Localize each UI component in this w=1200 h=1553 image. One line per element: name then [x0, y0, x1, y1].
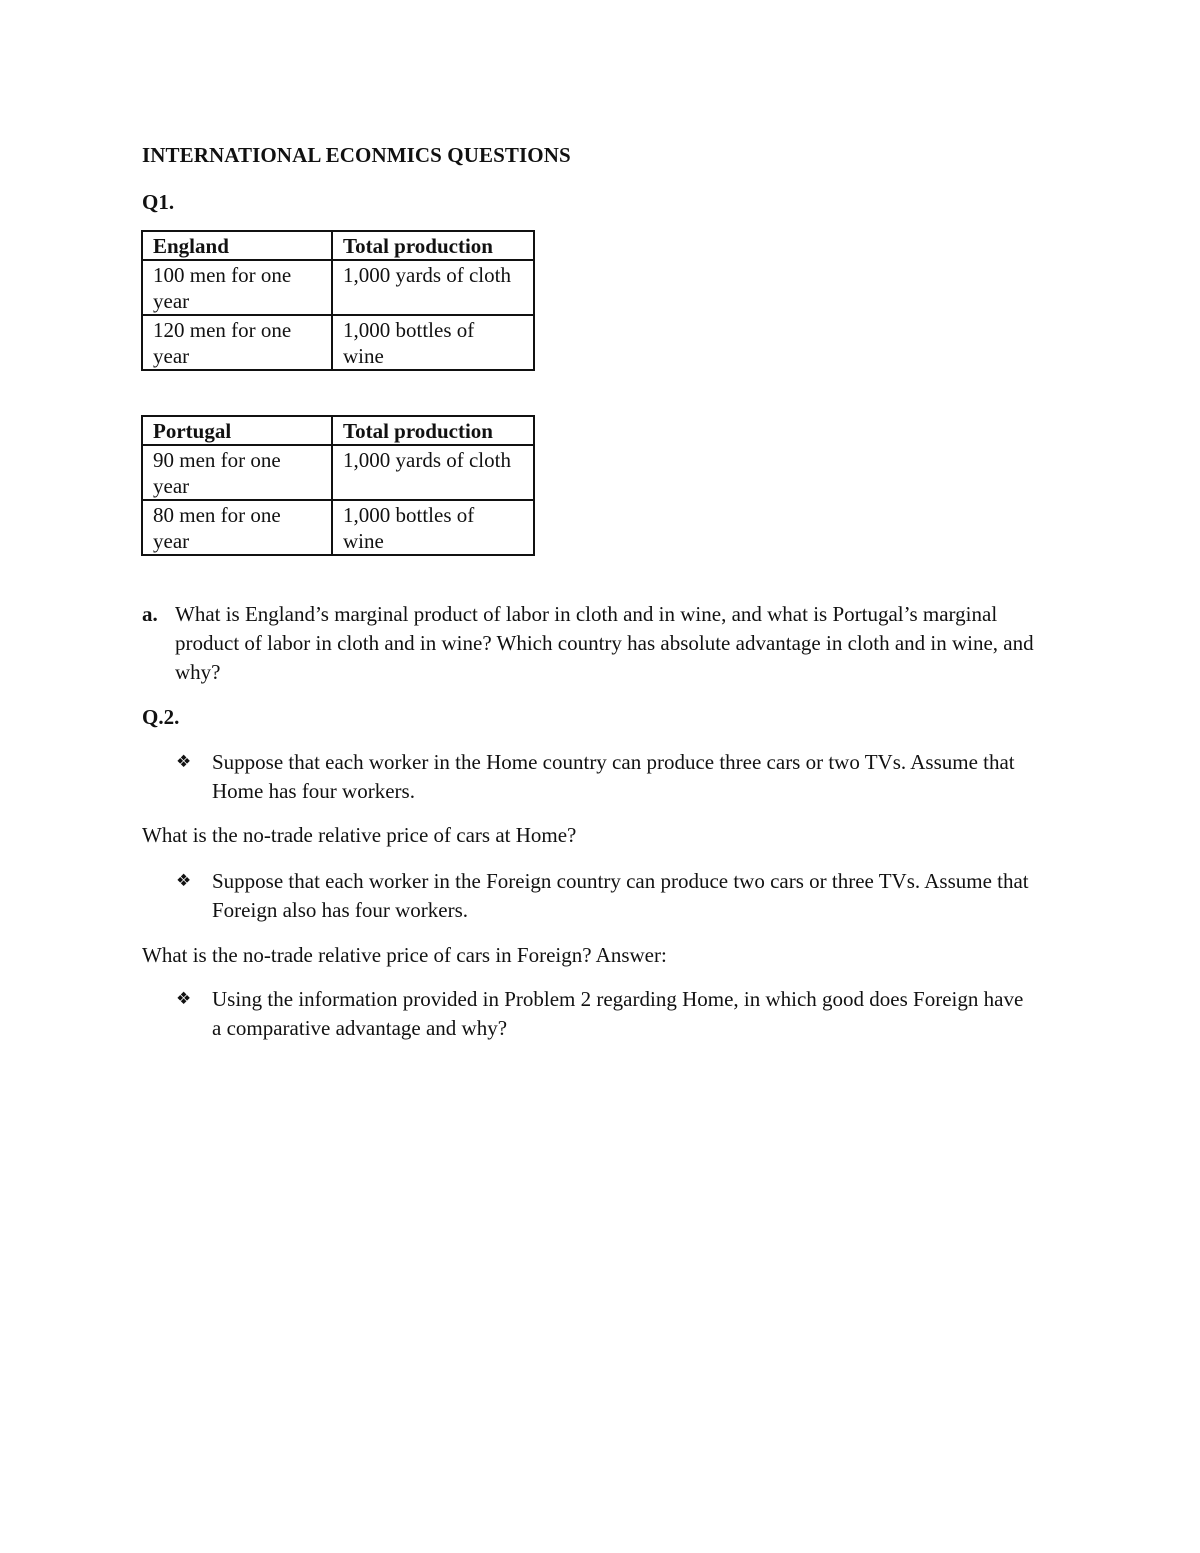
table-header-total-production: Total production: [332, 416, 534, 445]
question-1-heading: Q1.: [142, 190, 175, 214]
bullet-text: Suppose that each worker in the Foreign country can produce two cars or three TVs. Assume that Foreign also has four workers.: [212, 869, 1029, 922]
table-header-country: Portugal: [142, 416, 332, 445]
bullet-text: Using the information provided in Problem 2 regarding Home, in which good does Foreign have a comparative advantage and why?: [212, 987, 1024, 1040]
table-header-total-production: Total production: [332, 231, 534, 260]
table-row: [142, 500, 534, 555]
table-header-row: [142, 416, 534, 445]
cell-text: 1,000 yards of cloth: [343, 263, 511, 287]
four-diamond-bullet-icon: ❖: [176, 752, 192, 772]
four-diamond-bullet-icon: ❖: [176, 871, 192, 891]
table-cell: [142, 260, 332, 315]
four-diamond-bullet-icon: ❖: [176, 989, 192, 1009]
question-foreign-relative-price: What is the no-trade relative price of cars in Foreign? Answer:: [142, 943, 667, 967]
table-row: [142, 260, 534, 315]
question-2-heading: Q.2.: [142, 705, 180, 729]
table-cell: [142, 315, 332, 370]
cell-text: 100 men for one year: [153, 263, 292, 313]
bullet-item-home-workers: [176, 748, 1036, 806]
table-header-country: England: [142, 231, 332, 260]
cell-text: 1,000 bottles of wine: [343, 318, 475, 368]
document-title: INTERNATIONAL ECONMICS QUESTIONS: [142, 143, 571, 167]
table-cell: [332, 260, 534, 315]
item-a-marker: a.: [142, 602, 158, 626]
cell-text: 90 men for one year: [153, 448, 281, 498]
question-1-item-a: [142, 600, 1042, 687]
table-row: [142, 315, 534, 370]
cell-text: 80 men for one year: [153, 503, 281, 553]
question-home-relative-price: What is the no-trade relative price of cars at Home?: [142, 823, 577, 847]
bullet-item-comparative-advantage: [176, 985, 1036, 1043]
table-cell: [142, 445, 332, 500]
table-cell: [332, 445, 534, 500]
table-cell: [142, 500, 332, 555]
england-production-table: [141, 230, 535, 371]
cell-text: 1,000 bottles of wine: [343, 503, 475, 553]
table-cell: [332, 315, 534, 370]
table-cell: [332, 500, 534, 555]
bullet-item-foreign-workers: [176, 867, 1036, 925]
table-header-row: [142, 231, 534, 260]
cell-text: 1,000 yards of cloth: [343, 448, 511, 472]
bullet-text: Suppose that each worker in the Home country can produce three cars or two TVs. Assume that Home has four workers.: [212, 750, 1015, 803]
portugal-production-table: [141, 415, 535, 556]
cell-text: 120 men for one year: [153, 318, 292, 368]
table-row: [142, 445, 534, 500]
item-a-text: What is England’s marginal product of labor in cloth and in wine, and what is Portugal’s marginal product of labor in cloth and in wine? Which country has absolute advantage in cloth and in wine, and why?: [175, 602, 1034, 684]
